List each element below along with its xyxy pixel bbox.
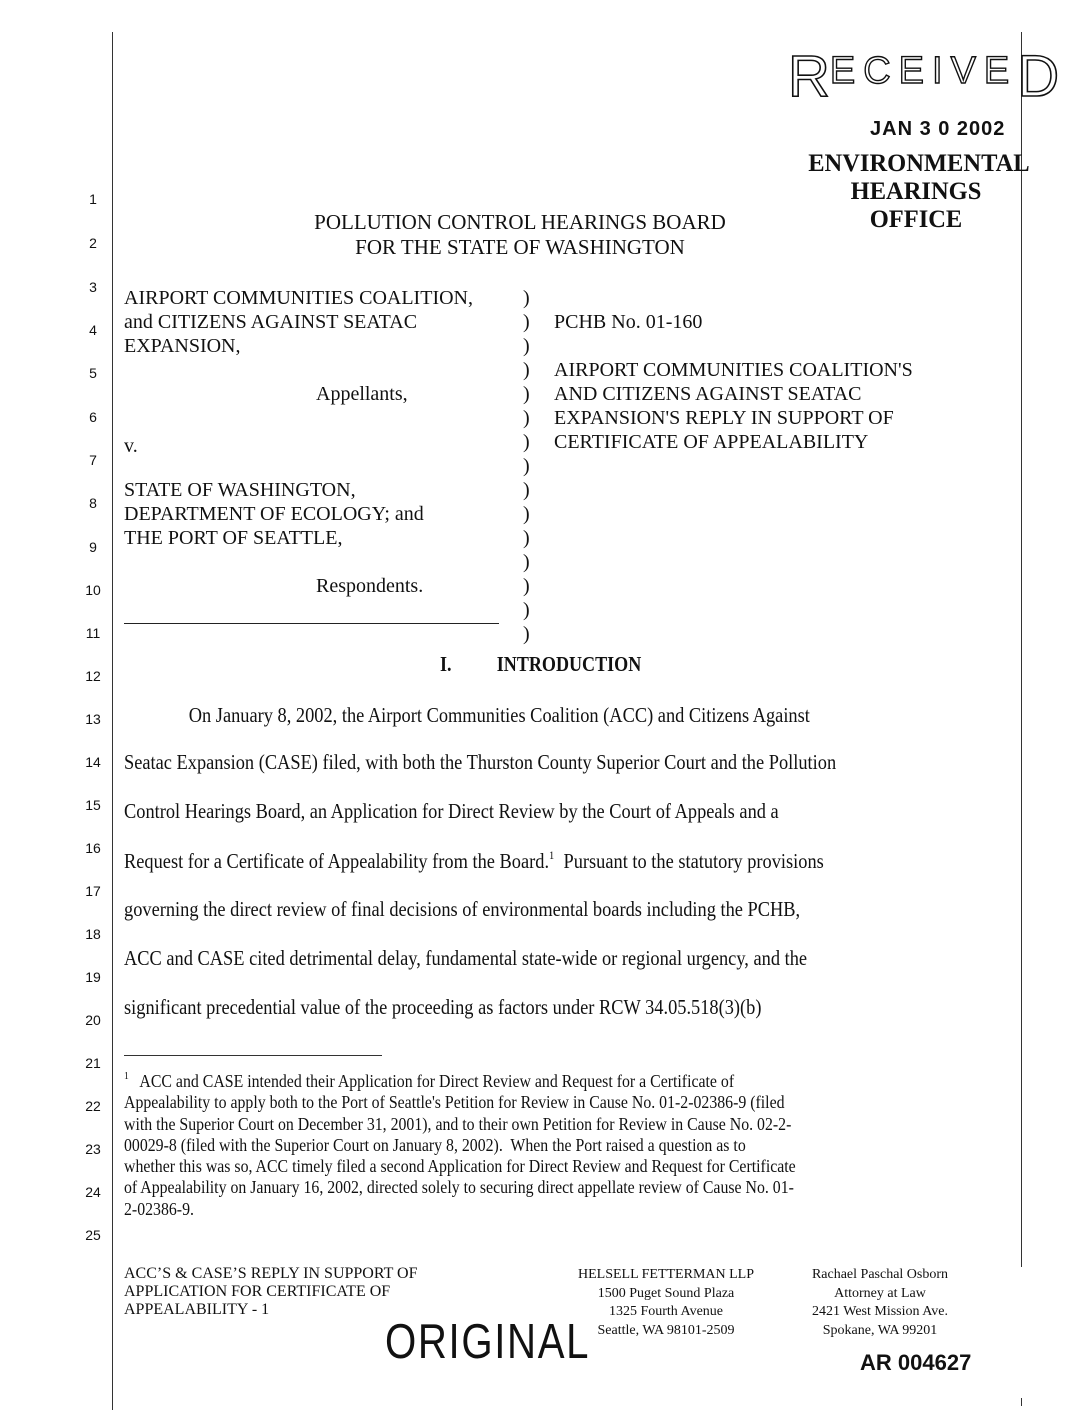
paren: ) bbox=[523, 359, 530, 381]
footnote bbox=[124, 1066, 986, 1220]
original-stamp: ORIGINAL bbox=[385, 1315, 591, 1369]
footnote-line: of Appealability on January 16, 2002, directed solely to securing direct appellate review of Cause No. 01- bbox=[124, 1177, 794, 1198]
caption-parties bbox=[124, 286, 504, 598]
paren: ) bbox=[523, 335, 530, 357]
received-stamp-middle: ECEIVE bbox=[829, 50, 1018, 92]
respondents-role: Respondents. bbox=[316, 575, 424, 597]
body-line: ACC and CASE cited detrimental delay, fundamental state-wide or regional urgency, and the bbox=[124, 946, 808, 970]
received-stamp-last-letter: D bbox=[1017, 44, 1060, 109]
body-line: On January 8, 2002, the Airport Communities Coalition (ACC) and Citizens Against bbox=[188, 703, 810, 727]
body-line-text: Pursuant to the statutory provisions bbox=[554, 849, 824, 873]
line-number: 6 bbox=[89, 409, 97, 425]
footer-attorney bbox=[780, 1266, 980, 1340]
footnote-line: whether this was so, ACC timely filed a second Application for Direct Review and Request for Certificate bbox=[124, 1156, 796, 1177]
respondent-line: DEPARTMENT OF ECOLOGY; and bbox=[124, 503, 424, 525]
footnote-line: 00029-8 (filed with the Superior Court on January 8, 2002). When the Port raised a question as to bbox=[124, 1134, 746, 1155]
firm-line: Seattle, WA 98101-2509 bbox=[597, 1322, 735, 1338]
line-number: 14 bbox=[85, 754, 101, 770]
left-margin-rule bbox=[112, 32, 113, 1410]
body-line: Control Hearings Board, an Application for Direct Review by the Court of Appeals and a bbox=[124, 799, 779, 823]
line-number: 8 bbox=[89, 495, 97, 511]
body-line: Seatac Expansion (CASE) filed, with both the Thurston County Superior Court and the Pollution bbox=[124, 750, 837, 774]
line-number: 11 bbox=[85, 625, 101, 641]
record-number: AR 004627 bbox=[860, 1350, 972, 1375]
line-number: 7 bbox=[89, 452, 97, 468]
line-number: 24 bbox=[85, 1184, 101, 1200]
line-number: 17 bbox=[85, 883, 101, 899]
document-title-line: EXPANSION'S REPLY IN SUPPORT OF bbox=[554, 407, 894, 429]
line-number: 2 bbox=[89, 235, 97, 251]
caption-rule bbox=[124, 623, 499, 624]
document-title-line: CERTIFICATE OF APPEALABILITY bbox=[554, 431, 869, 453]
line-number: 16 bbox=[85, 840, 101, 856]
firm-line: 1500 Puget Sound Plaza bbox=[597, 1285, 735, 1301]
appellant-line: and CITIZENS AGAINST SEATAC bbox=[124, 311, 418, 333]
line-number: 1 bbox=[89, 191, 97, 207]
paren: ) bbox=[523, 599, 530, 621]
respondent-line: THE PORT OF SEATTLE, bbox=[124, 527, 343, 549]
appellant-line: AIRPORT COMMUNITIES COALITION, bbox=[124, 287, 473, 309]
line-number: 4 bbox=[89, 322, 97, 338]
line-number: 20 bbox=[85, 1012, 101, 1028]
attorney-line: Attorney at Law bbox=[834, 1285, 926, 1301]
line-number: 9 bbox=[89, 539, 97, 555]
received-stamp-office bbox=[808, 150, 1030, 234]
line-number: 18 bbox=[85, 926, 101, 942]
paren: ) bbox=[523, 575, 530, 597]
line-number: 10 bbox=[85, 582, 101, 598]
footnote-line: with the Superior Court on December 31, 2001), and to their own Petition for Review in Cause No. 02-2- bbox=[124, 1113, 792, 1134]
footnote-line: $^1$ ACC and CASE intended their Application for Direct Review and Request for a Certificate of bbox=[124, 1070, 735, 1091]
line-number: 19 bbox=[85, 969, 101, 985]
line-number: 22 bbox=[85, 1098, 101, 1114]
paren: ) bbox=[523, 431, 530, 453]
document-title-line: AIRPORT COMMUNITIES COALITION'S bbox=[554, 359, 913, 381]
paren: ) bbox=[523, 455, 530, 477]
footnote-line: Appealability to apply both to the Port of Seattle's Petition for Review in Cause No. 01-2-02386-9 (filed bbox=[124, 1092, 785, 1113]
caption-case-info bbox=[554, 286, 974, 454]
respondent-line: STATE OF WASHINGTON, bbox=[124, 479, 356, 501]
footnote-marker: 1 bbox=[124, 1070, 129, 1082]
section-number: I. bbox=[440, 652, 452, 676]
line-number: 3 bbox=[89, 279, 97, 295]
firm-line: HELSELL FETTERMAN LLP bbox=[577, 1267, 755, 1282]
document-title-line: AND CITIZENS AGAINST SEATAC bbox=[554, 383, 862, 405]
footer-document-title bbox=[124, 1265, 504, 1319]
line-number: 21 bbox=[85, 1055, 101, 1071]
footer-title-line: ACC’S & CASE’S REPLY IN SUPPORT OF bbox=[124, 1265, 418, 1282]
paren: ) bbox=[523, 623, 530, 645]
paren: ) bbox=[523, 287, 530, 309]
paren: ) bbox=[523, 479, 530, 501]
paren: ) bbox=[523, 503, 530, 525]
line-number: 15 bbox=[85, 797, 101, 813]
court-heading-line-2: FOR THE STATE OF WASHINGTON bbox=[355, 235, 685, 259]
footnote-line: 2-02386-9. bbox=[124, 1198, 194, 1219]
body-line: governing the direct review of final decisions of environmental boards including the PCHB, bbox=[124, 897, 801, 921]
footer-title-line: APPLICATION FOR CERTIFICATE OF bbox=[124, 1283, 391, 1300]
line-number: 25 bbox=[85, 1227, 101, 1243]
received-stamp-date: JAN 3 0 2002 bbox=[870, 118, 1006, 140]
received-stamp-first-letter: R bbox=[788, 44, 830, 109]
versus: v. bbox=[124, 435, 138, 457]
office-line-2: HEARINGS OFFICE bbox=[850, 178, 982, 233]
footer-title-line: APPEALABILITY - 1 bbox=[124, 1301, 270, 1318]
received-stamp bbox=[788, 44, 1060, 110]
paren: ) bbox=[523, 383, 530, 405]
attorney-line: Spokane, WA 99201 bbox=[822, 1322, 938, 1338]
firm-line: 1325 Fourth Avenue bbox=[608, 1304, 724, 1319]
line-number: 13 bbox=[85, 711, 101, 727]
paren: ) bbox=[523, 527, 530, 549]
paren: ) bbox=[523, 551, 530, 573]
line-number: 12 bbox=[85, 668, 101, 684]
case-number: PCHB No. 01-160 bbox=[554, 311, 703, 333]
body-line-with-footnote bbox=[124, 848, 824, 874]
right-margin-rule-tick bbox=[1021, 1398, 1022, 1406]
section-heading bbox=[440, 652, 641, 677]
caption-parentheses bbox=[523, 286, 535, 646]
body-line-text: Request for a Certificate of Appealability from the Board. bbox=[124, 849, 550, 873]
footnote-separator bbox=[124, 1055, 382, 1056]
line-number: 5 bbox=[89, 365, 97, 381]
body-line: significant precedential value of the proceeding as factors under RCW 34.05.518(3)(b) bbox=[124, 995, 762, 1019]
appellants-role: Appellants, bbox=[316, 383, 408, 405]
court-heading-line-1: POLLUTION CONTROL HEARINGS BOARD bbox=[314, 210, 726, 234]
attorney-line: Rachael Paschal Osborn bbox=[811, 1267, 949, 1282]
attorney-line: 2421 West Mission Ave. bbox=[811, 1304, 949, 1319]
line-number: 23 bbox=[85, 1141, 101, 1157]
section-title: INTRODUCTION bbox=[496, 652, 642, 676]
footnote-reference[interactable]: 1 bbox=[549, 848, 555, 862]
appellant-line: EXPANSION, bbox=[124, 335, 241, 357]
court-heading bbox=[270, 210, 770, 260]
paren: ) bbox=[523, 311, 530, 333]
office-line-1: ENVIRONMENTAL bbox=[808, 150, 1030, 177]
paren: ) bbox=[523, 407, 530, 429]
